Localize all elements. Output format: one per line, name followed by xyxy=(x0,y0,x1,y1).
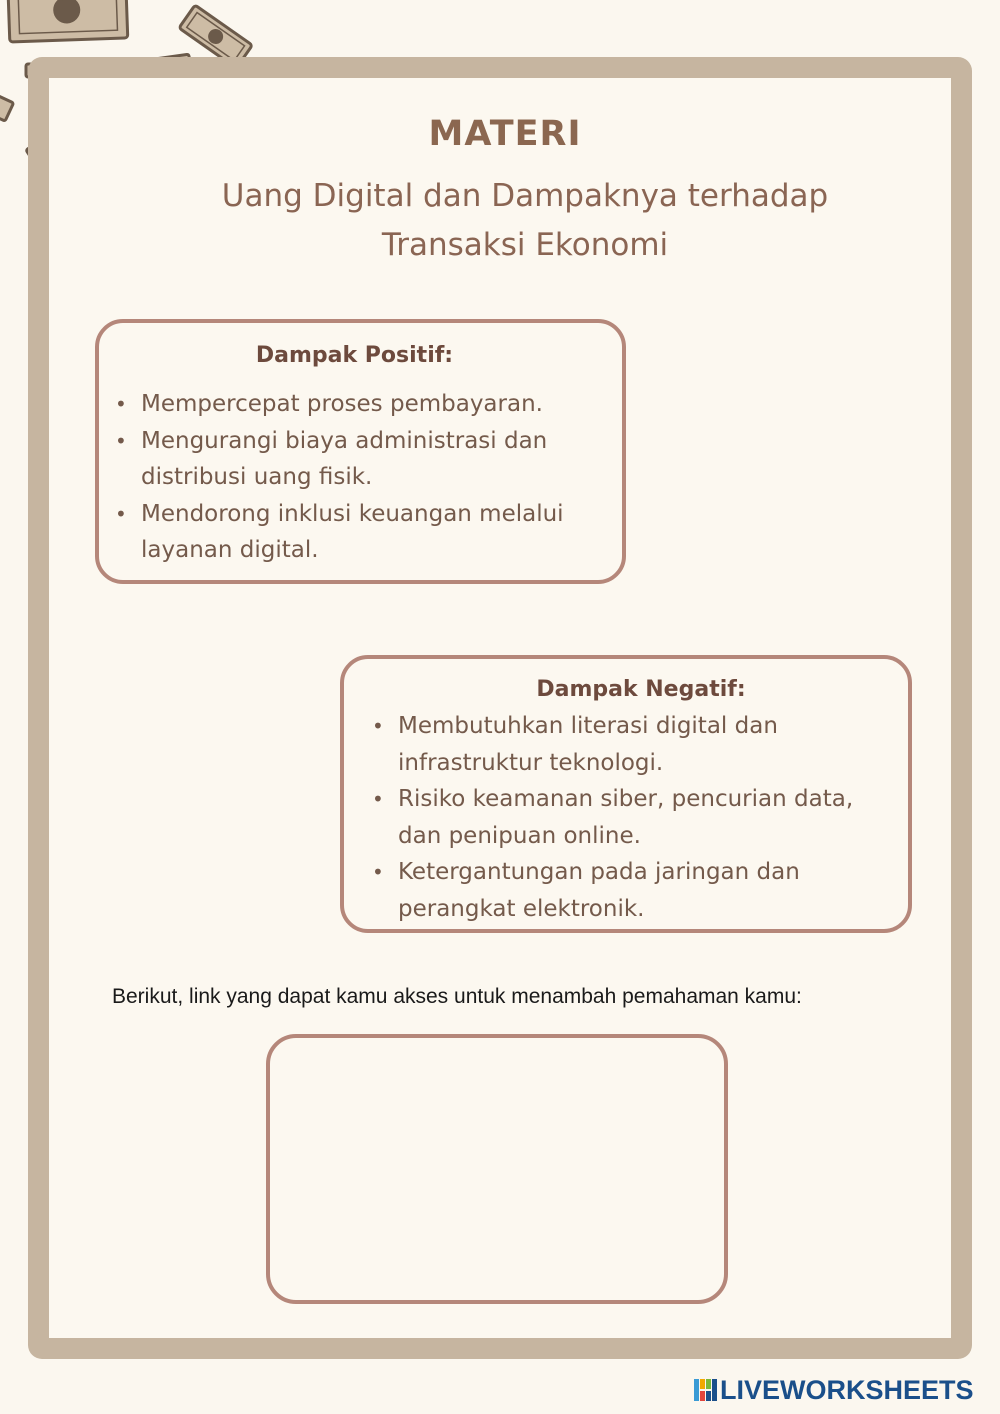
bullet-icon: • xyxy=(372,714,384,738)
list-item-text: Membutuhkan literasi digital dan xyxy=(398,713,778,739)
link-box[interactable] xyxy=(266,1034,728,1304)
bullet-icon: • xyxy=(372,787,384,811)
list-item-text-cont: layanan digital. xyxy=(141,537,319,563)
bullet-icon: • xyxy=(115,392,127,416)
list-item xyxy=(115,386,622,423)
list-item xyxy=(115,423,622,496)
positive-impact-box xyxy=(95,319,626,584)
list-item-text: Mempercepat proses pembayaran. xyxy=(141,391,543,417)
bullet-icon: • xyxy=(115,501,127,526)
page-title: MATERI xyxy=(428,114,582,154)
brand-name: LIVEWORKSHEETS xyxy=(720,1374,974,1405)
list-item xyxy=(372,781,908,854)
bullet-icon: • xyxy=(115,428,127,453)
liveworksheets-logo-icon xyxy=(694,1378,718,1402)
list-item xyxy=(115,496,622,569)
list-item-text-cont: infrastruktur teknologi. xyxy=(398,749,664,776)
list-item-text-cont: dan penipuan online. xyxy=(398,822,641,849)
negative-impact-heading: Dampak Negatif: xyxy=(536,677,746,702)
list-item-text-cont: perangkat elektronik. xyxy=(398,895,645,922)
list-item xyxy=(372,854,908,927)
positive-impact-heading: Dampak Positif: xyxy=(255,343,454,368)
bullet-icon: • xyxy=(372,860,384,884)
link-caption: Berikut, link yang dapat kamu akses untuk menambah pemahaman kamu: xyxy=(112,985,802,1008)
list-item-text-cont: distribusi uang fisik. xyxy=(141,464,373,490)
list-item-text: Risiko keamanan siber, pencurian data, xyxy=(398,786,854,812)
liveworksheets-brand[interactable] xyxy=(694,1375,974,1405)
negative-impact-box xyxy=(340,655,912,933)
subtitle-line-2: Transaksi Ekonomi xyxy=(381,227,669,263)
negative-impact-list xyxy=(372,708,908,927)
list-item xyxy=(372,708,908,781)
positive-impact-list xyxy=(115,386,622,569)
list-item-text: Ketergantungan pada jaringan dan xyxy=(398,859,800,885)
subtitle-line-1: Uang Digital dan Dampaknya terhadap xyxy=(221,178,829,214)
page-subtitle xyxy=(100,172,950,270)
list-item-text: Mengurangi biaya administrasi dan xyxy=(141,427,548,454)
list-item-text: Mendorong inklusi keuangan melalui xyxy=(141,500,564,527)
